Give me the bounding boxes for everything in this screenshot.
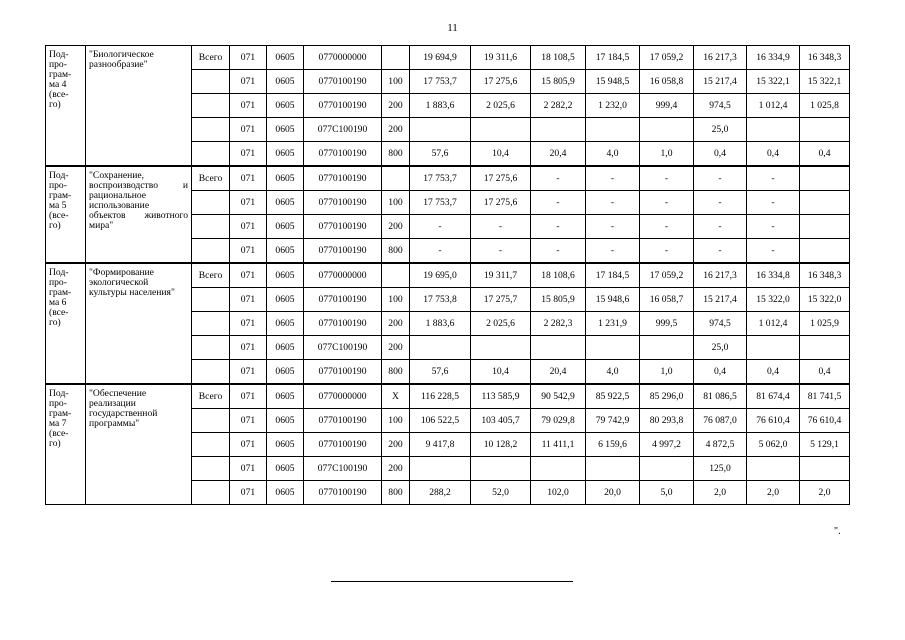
section-code-cell: 0605 [267,409,304,433]
amount-cell [586,118,640,142]
subprogram-name-line: го) [49,220,61,231]
amount-cell: 125,0 [694,457,747,481]
table-row [46,263,850,288]
amount-cell: 15 805,9 [531,70,586,94]
amount-cell [800,239,850,264]
amount-cell [410,457,471,481]
target-article-cell: 0770100190 [304,191,382,215]
amount-cell: 15 217,4 [694,288,747,312]
section-code-cell: 0605 [267,70,304,94]
amount-cell: 20,4 [531,360,586,385]
amount-cell: 1,0 [640,142,694,167]
subprogram-name-line: (все- [49,307,69,318]
ministry-code-cell: 071 [230,433,267,457]
subprogram-name-line: ма 7 [49,418,67,429]
subprogram-name-line: го) [49,317,61,328]
section-code-cell: 0605 [267,191,304,215]
ministry-code-cell: 071 [230,239,267,264]
target-article-cell: 0770100190 [304,481,382,505]
ministry-code-cell: 071 [230,481,267,505]
amount-cell: 0,4 [747,142,800,167]
subprogram-name-line: грам- [49,190,72,201]
subprogram-name-line: грам- [49,287,72,298]
amount-cell: 15 948,5 [586,70,640,94]
ministry-code-cell: 071 [230,70,267,94]
amount-cell: - [531,191,586,215]
expense-type-cell: 100 [382,409,410,433]
amount-cell: 20,0 [586,481,640,505]
amount-cell: 81 086,5 [694,384,747,409]
amount-cell [800,191,850,215]
total-label-cell [192,360,230,385]
ministry-code-cell: 071 [230,215,267,239]
total-label-cell [192,239,230,264]
amount-cell: 103 405,7 [471,409,531,433]
amount-cell [747,336,800,360]
table-row [46,166,850,191]
amount-cell: 80 293,8 [640,409,694,433]
amount-cell: - [694,166,747,191]
amount-cell: 17 275,6 [471,70,531,94]
amount-cell: 52,0 [471,481,531,505]
amount-cell: - [471,239,531,264]
amount-cell: 16 058,7 [640,288,694,312]
target-article-cell: 0770100190 [304,94,382,118]
amount-cell: 15 322,0 [800,288,850,312]
ministry-code-cell: 071 [230,263,267,288]
section-code-cell: 0605 [267,457,304,481]
amount-cell: - [640,191,694,215]
subprogram-name-line: Под- [49,170,69,181]
amount-cell: 76 087,0 [694,409,747,433]
amount-cell: 79 029,8 [531,409,586,433]
total-label-cell [192,288,230,312]
amount-cell: 5 062,0 [747,433,800,457]
amount-cell: 1 883,6 [410,94,471,118]
section-code-cell: 0605 [267,215,304,239]
expense-type-cell: 200 [382,433,410,457]
expense-type-cell: 800 [382,239,410,264]
amount-cell: 25,0 [694,118,747,142]
amount-cell: 0,4 [747,360,800,385]
amount-cell: 90 542,9 [531,384,586,409]
amount-cell: 79 742,9 [586,409,640,433]
expense-type-cell: 800 [382,481,410,505]
subprogram-description-cell: "Обеспечение реализации государственной программы" [86,384,192,505]
amount-cell: 76 610,4 [800,409,850,433]
amount-cell: - [747,215,800,239]
section-code-cell: 0605 [267,384,304,409]
section-code-cell: 0605 [267,481,304,505]
closing-quote-mark: ". [834,526,841,537]
total-label-cell [192,433,230,457]
amount-cell: 11 411,1 [531,433,586,457]
target-article-cell: 0770100190 [304,312,382,336]
amount-cell: 17 059,2 [640,263,694,288]
amount-cell [800,166,850,191]
total-label-cell [192,70,230,94]
subprogram-name-line: про- [49,180,67,191]
ministry-code-cell: 071 [230,191,267,215]
subprogram-description-cell: "Сохранение, воспроизводство и рациональное использование объектов животного мира" [86,166,192,263]
amount-cell: 6 159,6 [586,433,640,457]
amount-cell [531,457,586,481]
amount-cell: - [640,166,694,191]
amount-cell: 17 753,7 [410,166,471,191]
amount-cell: 19 694,9 [410,46,471,70]
section-code-cell: 0605 [267,263,304,288]
amount-cell: - [640,239,694,264]
section-code-cell: 0605 [267,360,304,385]
section-code-cell: 0605 [267,94,304,118]
amount-cell: 16 348,3 [800,263,850,288]
target-article-cell: 0770100190 [304,166,382,191]
total-label-cell [192,312,230,336]
amount-cell: 76 610,4 [747,409,800,433]
amount-cell: - [694,239,747,264]
amount-cell: 85 296,0 [640,384,694,409]
amount-cell [586,457,640,481]
subprogram-name-line: Под- [49,388,69,399]
amount-cell: 113 585,9 [471,384,531,409]
amount-cell: 57,6 [410,142,471,167]
amount-cell: - [531,166,586,191]
total-label-cell: Всего [192,46,230,70]
amount-cell: 16 058,8 [640,70,694,94]
amount-cell: 25,0 [694,336,747,360]
amount-cell: 288,2 [410,481,471,505]
amount-cell [471,118,531,142]
amount-cell [800,118,850,142]
target-article-cell: 0770100190 [304,360,382,385]
amount-cell: 17 184,5 [586,263,640,288]
subprogram-name-line: ма 6 [49,297,67,308]
amount-cell: 2,0 [747,481,800,505]
amount-cell: 0,4 [694,142,747,167]
amount-cell: 999,4 [640,94,694,118]
amount-cell: 16 334,9 [747,46,800,70]
amount-cell: - [410,239,471,264]
amount-cell: 2 025,6 [471,312,531,336]
amount-cell: - [586,215,640,239]
amount-cell: 15 322,1 [747,70,800,94]
section-code-cell: 0605 [267,336,304,360]
expense-type-cell: Х [382,384,410,409]
subprogram-name-line: (все- [49,210,69,221]
amount-cell: 10 128,2 [471,433,531,457]
amount-cell: 0,4 [800,360,850,385]
subprogram-name-line: про- [49,277,67,288]
expense-type-cell: 100 [382,70,410,94]
total-label-cell: Всего [192,166,230,191]
amount-cell: - [694,215,747,239]
amount-cell [640,118,694,142]
amount-cell: 16 217,3 [694,263,747,288]
subprogram-name-line: грам- [49,69,72,80]
expense-type-cell: 800 [382,360,410,385]
section-code-cell: 0605 [267,46,304,70]
section-code-cell: 0605 [267,239,304,264]
amount-cell [800,457,850,481]
subprogram-name-line: ма 4 [49,79,67,90]
target-article-cell: 077С100190 [304,118,382,142]
amount-cell: 81 674,4 [747,384,800,409]
ministry-code-cell: 071 [230,142,267,167]
subprogram-name-line: (все- [49,428,69,439]
subprogram-name-line: го) [49,99,61,110]
amount-cell: 17 275,6 [471,191,531,215]
amount-cell: 999,5 [640,312,694,336]
amount-cell: 2,0 [694,481,747,505]
ministry-code-cell: 071 [230,118,267,142]
amount-cell: 4,0 [586,360,640,385]
amount-cell: 16 334,8 [747,263,800,288]
amount-cell: 19 311,6 [471,46,531,70]
target-article-cell: 0770100190 [304,142,382,167]
target-article-cell: 0770100190 [304,215,382,239]
ministry-code-cell: 071 [230,166,267,191]
amount-cell: 1 012,4 [747,312,800,336]
total-label-cell [192,191,230,215]
total-label-cell [192,118,230,142]
section-code-cell: 0605 [267,142,304,167]
amount-cell: 19 311,7 [471,263,531,288]
expense-type-cell [382,166,410,191]
budget-table [45,45,850,505]
amount-cell: 2 282,2 [531,94,586,118]
target-article-cell: 0770100190 [304,288,382,312]
amount-cell: 102,0 [531,481,586,505]
total-label-cell [192,481,230,505]
amount-cell: 17 753,7 [410,191,471,215]
amount-cell [471,336,531,360]
target-article-cell: 0770100190 [304,409,382,433]
target-article-cell: 0770000000 [304,263,382,288]
amount-cell: 1,0 [640,360,694,385]
expense-type-cell: 200 [382,118,410,142]
total-label-cell [192,336,230,360]
amount-cell: - [531,239,586,264]
amount-cell [586,336,640,360]
amount-cell: 17 184,5 [586,46,640,70]
amount-cell: - [531,215,586,239]
expense-type-cell: 200 [382,215,410,239]
ministry-code-cell: 071 [230,336,267,360]
amount-cell: - [747,191,800,215]
ministry-code-cell: 071 [230,384,267,409]
amount-cell: 57,6 [410,360,471,385]
expense-type-cell: 100 [382,191,410,215]
total-label-cell: Всего [192,384,230,409]
amount-cell: 1 232,0 [586,94,640,118]
amount-cell: - [586,239,640,264]
target-article-cell: 0770100190 [304,433,382,457]
expense-type-cell: 200 [382,94,410,118]
amount-cell: 106 522,5 [410,409,471,433]
amount-cell: - [747,166,800,191]
amount-cell: 16 217,3 [694,46,747,70]
section-code-cell: 0605 [267,433,304,457]
subprogram-name-line: про- [49,398,67,409]
total-label-cell [192,215,230,239]
amount-cell: - [471,215,531,239]
subprogram-name-cell [46,263,86,384]
amount-cell: 18 108,5 [531,46,586,70]
amount-cell [531,118,586,142]
amount-cell: 116 228,5 [410,384,471,409]
subprogram-name-line: ма 5 [49,200,67,211]
amount-cell [747,457,800,481]
amount-cell: 9 417,8 [410,433,471,457]
amount-cell: 4,0 [586,142,640,167]
amount-cell: 18 108,6 [531,263,586,288]
expense-type-cell [382,263,410,288]
expense-type-cell: 200 [382,336,410,360]
ministry-code-cell: 071 [230,94,267,118]
amount-cell [747,118,800,142]
amount-cell: 974,5 [694,312,747,336]
target-article-cell: 077С100190 [304,336,382,360]
section-code-cell: 0605 [267,166,304,191]
amount-cell: 15 322,1 [800,70,850,94]
table-row [46,384,850,409]
amount-cell: 974,5 [694,94,747,118]
target-article-cell: 0770100190 [304,70,382,94]
amount-cell: 1 883,6 [410,312,471,336]
ministry-code-cell: 071 [230,46,267,70]
expense-type-cell: 200 [382,312,410,336]
total-label-cell [192,142,230,167]
target-article-cell: 077С100190 [304,457,382,481]
subprogram-name-cell [46,384,86,505]
subprogram-name-line: го) [49,438,61,449]
amount-cell: 4 997,2 [640,433,694,457]
amount-cell: 20,4 [531,142,586,167]
expense-type-cell: 800 [382,142,410,167]
amount-cell: 17 753,7 [410,70,471,94]
section-code-cell: 0605 [267,312,304,336]
ministry-code-cell: 071 [230,288,267,312]
table-body [46,46,850,505]
section-code-cell: 0605 [267,118,304,142]
amount-cell: - [586,191,640,215]
amount-cell: - [640,215,694,239]
total-label-cell [192,409,230,433]
total-label-cell [192,94,230,118]
amount-cell [800,215,850,239]
amount-cell: 85 922,5 [586,384,640,409]
amount-cell [471,457,531,481]
amount-cell: 1 012,4 [747,94,800,118]
subprogram-name-cell [46,166,86,263]
amount-cell: 19 695,0 [410,263,471,288]
amount-cell: 5 129,1 [800,433,850,457]
target-article-cell: 0770100190 [304,239,382,264]
amount-cell: 15 322,0 [747,288,800,312]
target-article-cell: 0770000000 [304,384,382,409]
amount-cell: 81 741,5 [800,384,850,409]
amount-cell: - [747,239,800,264]
amount-cell: 2 282,3 [531,312,586,336]
ministry-code-cell: 071 [230,312,267,336]
section-code-cell: 0605 [267,288,304,312]
amount-cell: 0,4 [694,360,747,385]
amount-cell: 17 753,8 [410,288,471,312]
amount-cell [640,457,694,481]
amount-cell: - [410,215,471,239]
amount-cell [531,336,586,360]
subprogram-name-line: (все- [49,89,69,100]
ministry-code-cell: 071 [230,457,267,481]
amount-cell: 1 231,9 [586,312,640,336]
page-number: 11 [447,22,458,34]
amount-cell: 1 025,8 [800,94,850,118]
amount-cell [410,336,471,360]
amount-cell: 10,4 [471,360,531,385]
amount-cell: 10,4 [471,142,531,167]
subprogram-name-line: Под- [49,49,69,60]
ministry-code-cell: 071 [230,360,267,385]
amount-cell: 1 025,9 [800,312,850,336]
table-row [46,46,850,70]
amount-cell: 17 059,2 [640,46,694,70]
amount-cell: 17 275,7 [471,288,531,312]
amount-cell [640,336,694,360]
amount-cell: - [586,166,640,191]
expense-type-cell: 100 [382,288,410,312]
amount-cell: 16 348,3 [800,46,850,70]
expense-type-cell: 200 [382,457,410,481]
ministry-code-cell: 071 [230,409,267,433]
target-article-cell: 0770000000 [304,46,382,70]
amount-cell [800,336,850,360]
amount-cell: 15 948,6 [586,288,640,312]
amount-cell: 15 217,4 [694,70,747,94]
amount-cell: 15 805,9 [531,288,586,312]
amount-cell: 4 872,5 [694,433,747,457]
total-label-cell: Всего [192,263,230,288]
amount-cell: 2,0 [800,481,850,505]
subprogram-name-cell [46,46,86,167]
subprogram-name-line: грам- [49,408,72,419]
amount-cell: 17 275,6 [471,166,531,191]
subprogram-description-cell: "Биологическое разнообразие" [86,46,192,167]
expense-type-cell [382,46,410,70]
subprogram-description-cell: "Формирование экологической культуры населения" [86,263,192,384]
amount-cell: 0,4 [800,142,850,167]
amount-cell [410,118,471,142]
amount-cell: - [694,191,747,215]
total-label-cell [192,457,230,481]
subprogram-name-line: Под- [49,267,69,278]
amount-cell: 5,0 [640,481,694,505]
footer-rule [331,581,573,582]
amount-cell: 2 025,6 [471,94,531,118]
subprogram-name-line: про- [49,59,67,70]
